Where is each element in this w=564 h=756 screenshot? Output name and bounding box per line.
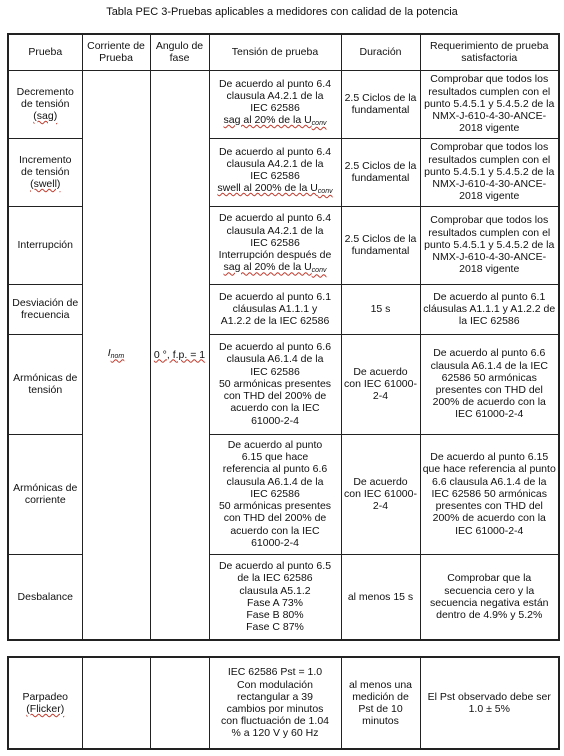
header-duracion: Duración (341, 34, 420, 70)
cell-tension: De acuerdo al punto 6.4 clausula A4.2.1 de la IEC 62586 sag al 20% de la $U_{conv}$ (209, 70, 341, 138)
table-row (8, 70, 559, 138)
cell-requerimiento: Comprobar que todos los resultados cumplen con el punto 5.4.5.1 y 5.4.5.2 de la NMX-J-610-4-30-ANCE-2018 vigente (420, 70, 559, 138)
cell-tension: De acuerdo al punto 6.4 clausula A4.2.1 de la IEC 62586 swell al 200% de la $U_{conv}$ (209, 138, 341, 206)
header-row (8, 34, 559, 70)
header-angulo: Angulo de fase (150, 34, 209, 70)
cell-duracion: De acuerdo con IEC 61000-2-4 (341, 434, 420, 554)
cell-prueba: Parpadeo (Flicker) (8, 657, 82, 749)
cell-prueba: Desbalance (8, 554, 82, 640)
cell-prueba: Incremento de tensión (swell) (8, 138, 82, 206)
cell-duracion: 2.5 Ciclos de la fundamental (341, 206, 420, 284)
cell-prueba: Armónicas de corriente (8, 434, 82, 554)
cell-prueba: Interrupción (8, 206, 82, 284)
cell-corriente-empty (82, 657, 150, 749)
cell-requerimiento: De acuerdo al punto 6.6 clausula A6.1.4 de la IEC 62586 50 armónicas presentes con THD del 200% de acuerdo con la IEC 61000-2-4 (420, 334, 559, 434)
cell-duracion: al menos 15 s (341, 554, 420, 640)
cell-requerimiento: Comprobar que todos los resultados cumplen con el punto 5.4.5.1 y 5.4.5.2 de la NMX-J-610-4-30-ANCE-2018 vigente (420, 138, 559, 206)
cell-duracion: 2.5 Ciclos de la fundamental (341, 70, 420, 138)
cell-corriente: $I_{nom}$ (82, 70, 150, 640)
cell-requerimiento: De acuerdo al punto 6.1 cláusulas A1.1.1 y A1.2.2 de la IEC 62586 (420, 284, 559, 334)
tests-table (7, 33, 560, 641)
cell-prueba: Desviación de frecuencia (8, 284, 82, 334)
cell-prueba: Armónicas de tensión (8, 334, 82, 434)
cell-requerimiento: De acuerdo al punto 6.15 que hace referencia al punto 6.6 clausula A6.1.4 de la IEC 62586 50 armónicas presentes con THD del 200% de acuerdo con la IEC 61000-2-4 (420, 434, 559, 554)
header-requerimiento: Requerimiento de prueba satisfactoria (420, 34, 559, 70)
cell-requerimiento: El Pst observado debe ser 1.0 ± 5% (420, 657, 559, 749)
cell-duracion: 2.5 Ciclos de la fundamental (341, 138, 420, 206)
cell-angulo: 0 °, f.p. = 1 (150, 70, 209, 640)
cell-tension: De acuerdo al punto 6.1 cláusulas A1.1.1 y A1.2.2 de la IEC 62586 (209, 284, 341, 334)
cell-requerimiento: Comprobar que la secuencia cero y la secuencia negativa están dentro de 4.9% y 5.2% (420, 554, 559, 640)
table-caption: Tabla PEC 3-Pruebas aplicables a medidores con calidad de la potencia (106, 6, 458, 18)
header-tension: Tensión de prueba (209, 34, 341, 70)
cell-requerimiento: Comprobar que todos los resultados cumplen con el punto 5.4.5.1 y 5.4.5.2 de la NMX-J-610-4-30-ANCE-2018 vigente (420, 206, 559, 284)
cell-tension: IEC 62586 Pst = 1.0 Con modulación rectangular a 39 cambios por minutos con fluctuación de 1.04 % a 120 V y 60 Hz (209, 657, 341, 749)
table-row (8, 657, 559, 749)
header-prueba: Prueba (8, 34, 82, 70)
cell-tension: De acuerdo al punto 6.5 de la IEC 62586 clausula A5.1.2 Fase A 73% Fase B 80% Fase C 87% (209, 554, 341, 640)
cell-angulo-empty (150, 657, 209, 749)
flicker-table (7, 656, 560, 750)
cell-tension: De acuerdo al punto 6.6 clausula A6.1.4 de la IEC 62586 50 armónicas presentes con THD del 200% de acuerdo con la IEC 61000-2-4 (209, 334, 341, 434)
cell-tension: De acuerdo al punto 6.15 que hace referencia al punto 6.6 clausula A6.1.4 de la IEC 62586 50 armónicas presentes con THD del 200% de acuerdo con la IEC 61000-2-4 (209, 434, 341, 554)
cell-duracion: De acuerdo con IEC 61000-2-4 (341, 334, 420, 434)
cell-duracion: 15 s (341, 284, 420, 334)
cell-prueba: Decremento de tensión (sag) (8, 70, 82, 138)
header-corriente: Corriente de Prueba (82, 34, 150, 70)
cell-tension: De acuerdo al punto 6.4 clausula A4.2.1 de la IEC 62586 Interrupción después de sag al 20% de la $U_{conv}$ (209, 206, 341, 284)
cell-duracion: al menos una medición de Pst de 10 minutos (341, 657, 420, 749)
